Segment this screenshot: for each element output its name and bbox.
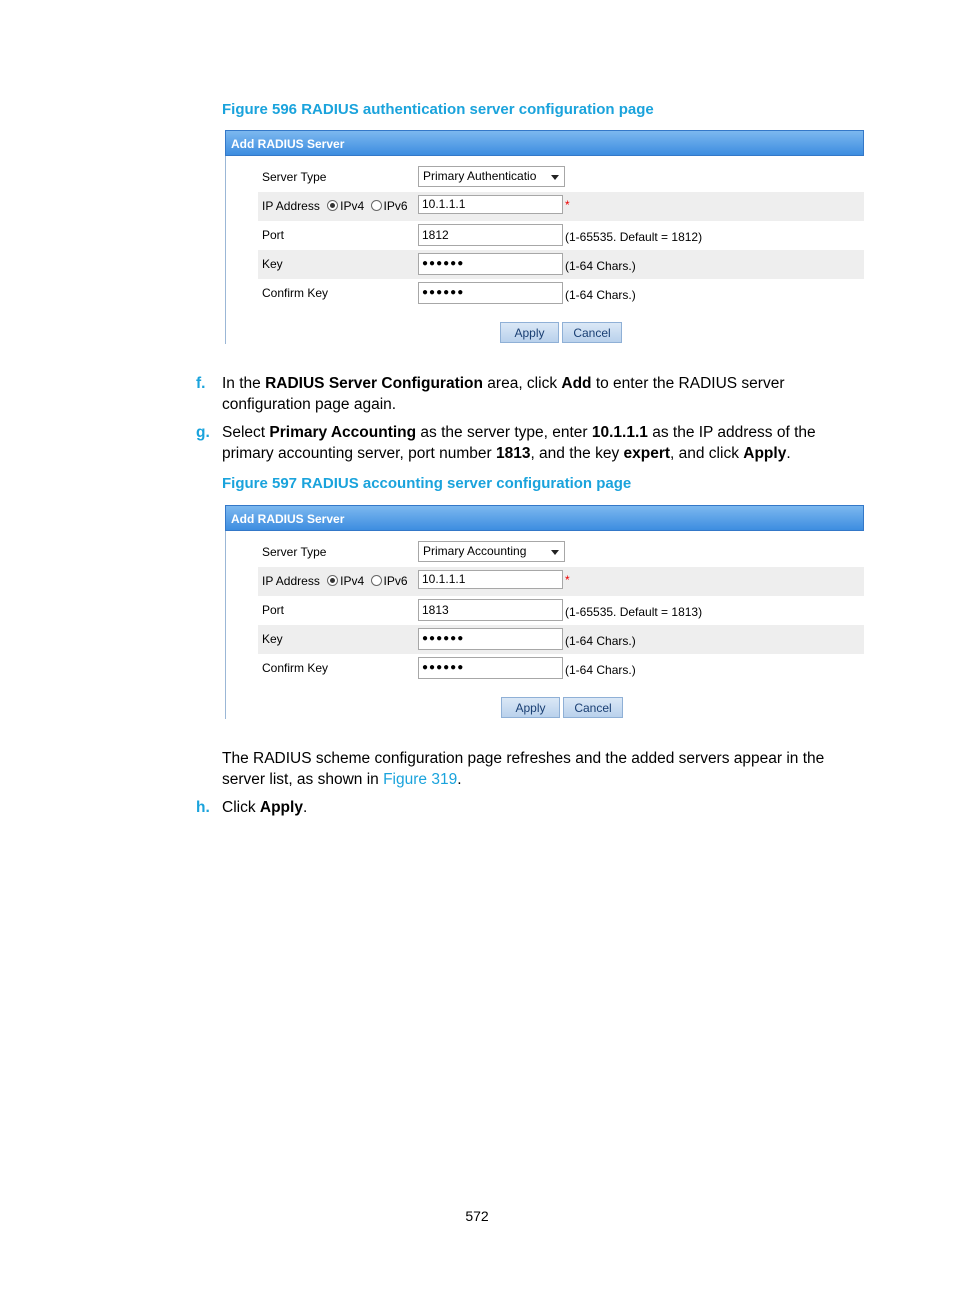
confirm-key-row: [258, 279, 864, 308]
ipv4-label: IPv4: [340, 199, 365, 213]
required-mark: *: [565, 573, 570, 587]
key-row: [258, 250, 864, 279]
port-row: [258, 596, 864, 625]
step-marker: h.: [196, 799, 210, 816]
server-type-row: [258, 538, 864, 567]
port-hint: (1-65535. Default = 1813): [565, 605, 703, 619]
key-input[interactable]: ●●●●●●: [418, 628, 563, 650]
required-mark: *: [565, 198, 570, 212]
ip-address-label: IP Address: [262, 574, 320, 588]
server-type-value: Primary Authenticatio: [423, 169, 537, 183]
key-row: [258, 625, 864, 654]
confirm-key-input[interactable]: ●●●●●●: [418, 282, 563, 304]
panel-title: Add RADIUS Server: [225, 130, 864, 156]
chevron-down-icon: [551, 175, 559, 180]
ipv4-radio[interactable]: [327, 200, 338, 211]
panel-title: Add RADIUS Server: [225, 505, 864, 531]
confirm-key-input[interactable]: ●●●●●●: [418, 657, 563, 679]
chevron-down-icon: [551, 550, 559, 555]
key-input[interactable]: ●●●●●●: [418, 253, 563, 275]
ipv6-label: IPv6: [383, 574, 408, 588]
port-label: Port: [262, 228, 285, 242]
add-radius-server-panel-auth: [225, 130, 864, 344]
server-type-value: Primary Accounting: [423, 544, 527, 558]
ipv6-label: IPv6: [383, 199, 408, 213]
confirm-key-hint: (1-64 Chars.): [565, 288, 636, 302]
server-type-label: Server Type: [262, 170, 327, 184]
confirm-key-label: Confirm Key: [262, 661, 329, 675]
ip-address-input[interactable]: 10.1.1.1: [418, 570, 563, 589]
key-label: Key: [262, 632, 283, 646]
port-input[interactable]: 1813: [418, 599, 563, 621]
port-hint: (1-65535. Default = 1812): [565, 230, 703, 244]
ip-address-row: [258, 567, 864, 596]
server-type-label: Server Type: [262, 545, 327, 559]
cancel-button[interactable]: Cancel: [562, 322, 622, 343]
figure-597-caption: Figure 597 RADIUS accounting server configuration page: [222, 475, 632, 492]
step-marker: g.: [196, 424, 210, 441]
confirm-key-label: Confirm Key: [262, 286, 329, 300]
step-marker: f.: [196, 375, 206, 392]
figure-319-link[interactable]: Figure 319: [383, 771, 458, 788]
server-type-select[interactable]: [418, 166, 565, 187]
ip-address-row: [258, 192, 864, 221]
cancel-button[interactable]: Cancel: [563, 697, 623, 718]
key-hint: (1-64 Chars.): [565, 259, 636, 273]
result-paragraph: The RADIUS scheme configuration page refreshes and the added servers appear in the server list, as shown in Figure 319.: [222, 750, 825, 788]
port-label: Port: [262, 603, 285, 617]
port-row: [258, 221, 864, 250]
key-label: Key: [262, 257, 283, 271]
ip-address-label: IP Address: [262, 199, 320, 213]
ip-address-input[interactable]: 10.1.1.1: [418, 195, 563, 214]
apply-button[interactable]: Apply: [501, 697, 560, 718]
ipv6-radio[interactable]: [371, 575, 382, 586]
add-radius-server-panel-acct: [225, 505, 864, 719]
key-hint: (1-64 Chars.): [565, 634, 636, 648]
confirm-key-hint: (1-64 Chars.): [565, 663, 636, 677]
apply-button[interactable]: Apply: [500, 322, 559, 343]
confirm-key-row: [258, 654, 864, 683]
ipv6-radio[interactable]: [371, 200, 382, 211]
server-type-select[interactable]: [418, 541, 565, 562]
page-number: 572: [465, 1208, 489, 1224]
ipv4-label: IPv4: [340, 574, 365, 588]
ipv4-radio[interactable]: [327, 575, 338, 586]
port-input[interactable]: 1812: [418, 224, 563, 246]
server-type-row: [258, 163, 864, 192]
figure-596-caption: Figure 596 RADIUS authentication server configuration page: [222, 101, 654, 118]
